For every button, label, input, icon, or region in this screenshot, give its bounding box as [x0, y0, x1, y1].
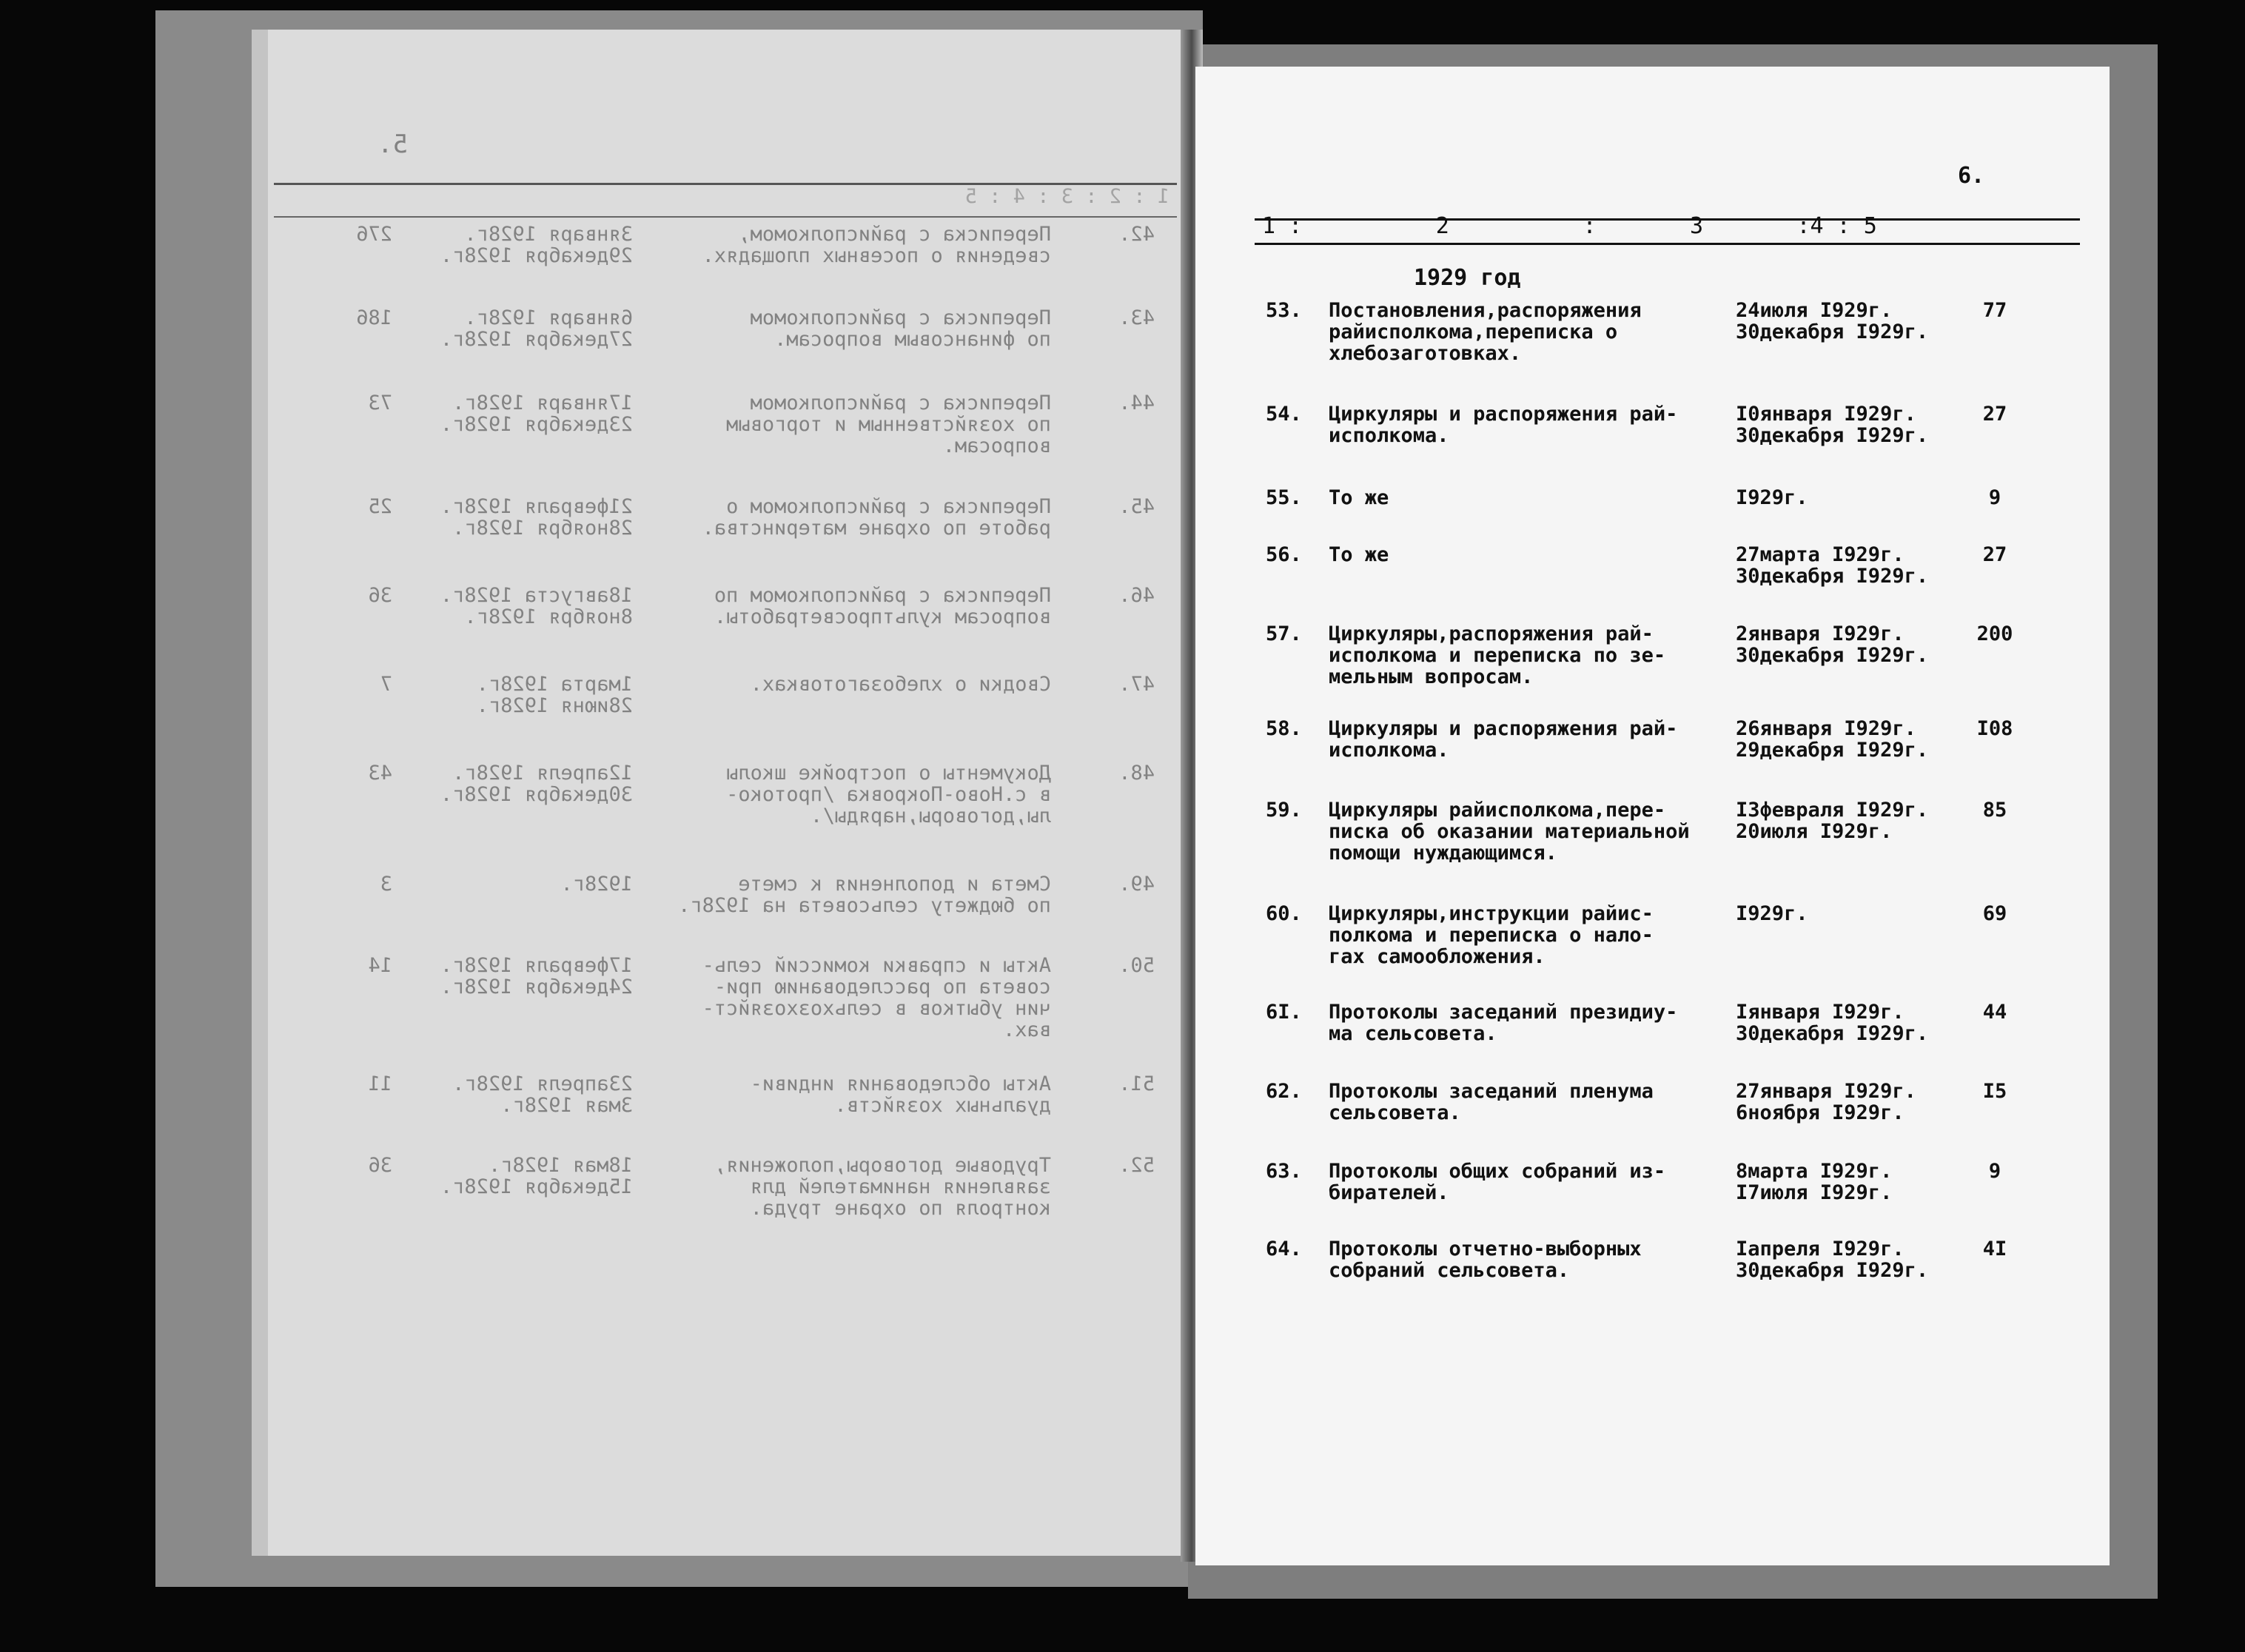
row-dates: I3февраля I929г. 20июля I929г.	[1736, 799, 1929, 843]
ghost-no: 50.	[1118, 954, 1155, 977]
ghost-title: Переписка с райисполкомом по вопросам культпросветработы.	[714, 584, 1051, 628]
left-page-number: 5.	[377, 130, 408, 159]
row-number: 57.	[1266, 622, 1302, 645]
row-number: 6I.	[1266, 1001, 1302, 1024]
row-title: Постановления,распоряжения райисполкома,переписка о хлебозаготовках.	[1329, 299, 1642, 365]
row-sheet-count: 69	[1982, 902, 2007, 925]
row-dates: 8марта I929г. I7июля I929г.	[1736, 1160, 1893, 1204]
row-sheet-count: 9	[1988, 486, 2001, 509]
ghost-sheets: 276	[356, 223, 392, 246]
row-title: Циркуляры и распоряжения рай- исполкома.	[1329, 403, 1678, 447]
row-number: 55.	[1266, 486, 1302, 509]
ghost-sheets: 36	[368, 1154, 392, 1177]
row-sheet-count: 200	[1976, 622, 2013, 645]
ghost-sheets: 25	[368, 495, 392, 518]
row-sheet-count: 85	[1982, 799, 2007, 822]
row-dates: 26января I929г. 29декабря I929г.	[1736, 717, 1929, 762]
right-header: 1 : 2 : 3 :4 : 5	[1262, 213, 1877, 239]
row-dates: 27января I929г. 6ноября I929г.	[1736, 1080, 1916, 1124]
row-dates: Iапреля I929г. 30декабря I929г.	[1736, 1238, 1929, 1282]
row-number: 63.	[1266, 1160, 1302, 1183]
row-number: 60.	[1266, 902, 1302, 925]
row-number: 59.	[1266, 799, 1302, 822]
row-title: То же	[1329, 486, 1389, 509]
row-title: То же	[1329, 543, 1389, 566]
row-title: Протоколы общих собраний из- бирателей.	[1329, 1160, 1666, 1204]
ghost-sheets: 186	[356, 306, 392, 329]
ghost-no: 49.	[1118, 873, 1155, 896]
left-header-rule-2	[274, 216, 1177, 218]
ghost-title: Переписка с райисполкомом, сведения о посевных площадях.	[702, 223, 1051, 267]
ghost-no: 43.	[1118, 306, 1155, 329]
row-sheet-count: I08	[1976, 717, 2013, 740]
row-title: Протоколы заседаний президиу- ма сельсовета.	[1329, 1001, 1678, 1045]
row-title: Циркуляры райисполкома,пере- писка об оказании материальной помощи нуждающимся.	[1329, 799, 1690, 864]
row-sheet-count: 27	[1982, 403, 2007, 426]
row-dates: 24июля I929г. 30декабря I929г.	[1736, 299, 1929, 343]
row-dates: 2января I929г. 30декабря I929г.	[1736, 622, 1929, 667]
ghost-sheets: 43	[368, 762, 392, 785]
ghost-dates: 18мая 1928г. 15декабря 1928г.	[440, 1154, 633, 1198]
ghost-title: Акты обследования индиви- дуальных хозяйств.	[750, 1072, 1051, 1117]
row-title: Протоколы заседаний пленума сельсовета.	[1329, 1080, 1654, 1124]
ghost-title: Сводки о хлебозаготовках.	[750, 673, 1051, 696]
row-title: Циркуляры,инструкции райис- полкома и переписка о нало- гах самообложения.	[1329, 902, 1654, 968]
row-dates: 27марта I929г. 30декабря I929г.	[1736, 543, 1929, 588]
row-dates: Iянваря I929г. 30декабря I929г.	[1736, 1001, 1929, 1045]
row-dates: I929г.	[1736, 486, 1808, 509]
row-sheet-count: 4I	[1982, 1238, 2007, 1260]
ghost-sheets: 14	[368, 954, 392, 977]
right-page-number: 6.	[1958, 163, 1985, 189]
ghost-title: Акты и справки комиссий сель- совета по расследованию при- чин убытков в сельхозхозяйст- вах.	[702, 954, 1051, 1041]
ghost-sheets: 3	[380, 873, 392, 896]
row-sheet-count: 44	[1982, 1001, 2007, 1024]
page-stack-edge	[252, 30, 268, 1556]
row-title: Циркуляры,распоряжения рай- исполкома и переписка по зе- мельным вопросам.	[1329, 622, 1666, 688]
ghost-sheets: 11	[368, 1072, 392, 1095]
ghost-no: 52.	[1118, 1154, 1155, 1177]
row-sheet-count: I5	[1982, 1080, 2007, 1103]
ghost-dates: 6января 1928г. 27декабря 1928г.	[440, 306, 633, 351]
row-title: Циркуляры и распоряжения рай- исполкома.	[1329, 717, 1678, 762]
ghost-sheets: 7	[380, 673, 392, 696]
year-heading: 1929 год	[1414, 265, 1521, 291]
ghost-dates: 21февраля 1928г. 28ноября 1928г.	[440, 495, 633, 540]
ghost-dates: 12апреля 1928г. 30декабря 1928г.	[440, 762, 633, 806]
row-number: 56.	[1266, 543, 1302, 566]
row-dates: I0января I929г. 30декабря I929г.	[1736, 403, 1929, 447]
row-number: 58.	[1266, 717, 1302, 740]
row-number: 64.	[1266, 1238, 1302, 1260]
ghost-no: 45.	[1118, 495, 1155, 518]
ghost-title: Трудовые договоры,положения, заявления нанимателей для контроля по охране труда.	[714, 1154, 1051, 1220]
ghost-no: 47.	[1118, 673, 1155, 696]
ghost-no: 44.	[1118, 392, 1155, 414]
ghost-sheets: 73	[368, 392, 392, 414]
row-sheet-count: 9	[1988, 1160, 2001, 1183]
row-number: 53.	[1266, 299, 1302, 322]
ghost-title: Документы о постройке школы в с.Ново-Покровка /протоко- лы,договоры,наряды/.	[726, 762, 1051, 827]
ghost-title: Переписка с райисполкомом по хозяйственным и торговым вопросам.	[726, 392, 1051, 457]
right-header-rule-bottom	[1255, 243, 2080, 245]
left-header: 1 : 2 : 3 : 4 : 5	[964, 185, 1170, 208]
ghost-no: 48.	[1118, 762, 1155, 785]
ghost-title: Смета и дополнения к смете по бюджету сельсовета на 1928г.	[678, 873, 1051, 917]
ghost-dates: 3января 1928г. 29декабря 1928г.	[440, 223, 633, 267]
ghost-dates: 1марта 1928г. 28июня 1928г.	[476, 673, 633, 717]
row-number: 62.	[1266, 1080, 1302, 1103]
row-title: Протоколы отчетно-выборных собраний сельсовета.	[1329, 1238, 1642, 1282]
ghost-dates: 1928г.	[560, 873, 633, 896]
ghost-sheets: 36	[368, 584, 392, 607]
ghost-dates: 17января 1928г. 23декабря 1928г.	[440, 392, 633, 436]
right-page	[1195, 67, 2110, 1565]
ghost-title: Переписка с райисполкомом по финансовым вопросам.	[750, 306, 1051, 351]
ghost-no: 46.	[1118, 584, 1155, 607]
ghost-dates: 17февраля 1928г. 24декабря 1928г.	[440, 954, 633, 998]
row-number: 54.	[1266, 403, 1302, 426]
row-sheet-count: 27	[1982, 543, 2007, 566]
left-page	[252, 30, 1188, 1556]
row-sheet-count: 77	[1982, 299, 2007, 322]
ghost-dates: 23апреля 1928г. 3мая 1928г.	[452, 1072, 633, 1117]
ghost-title: Переписка с райисполкомом о работе по охране материнства.	[702, 495, 1051, 540]
row-dates: I929г.	[1736, 902, 1808, 925]
ghost-dates: 18августа 1928г. 8ноября 1928г.	[440, 584, 633, 628]
ghost-no: 51.	[1118, 1072, 1155, 1095]
ghost-no: 42.	[1118, 223, 1155, 246]
